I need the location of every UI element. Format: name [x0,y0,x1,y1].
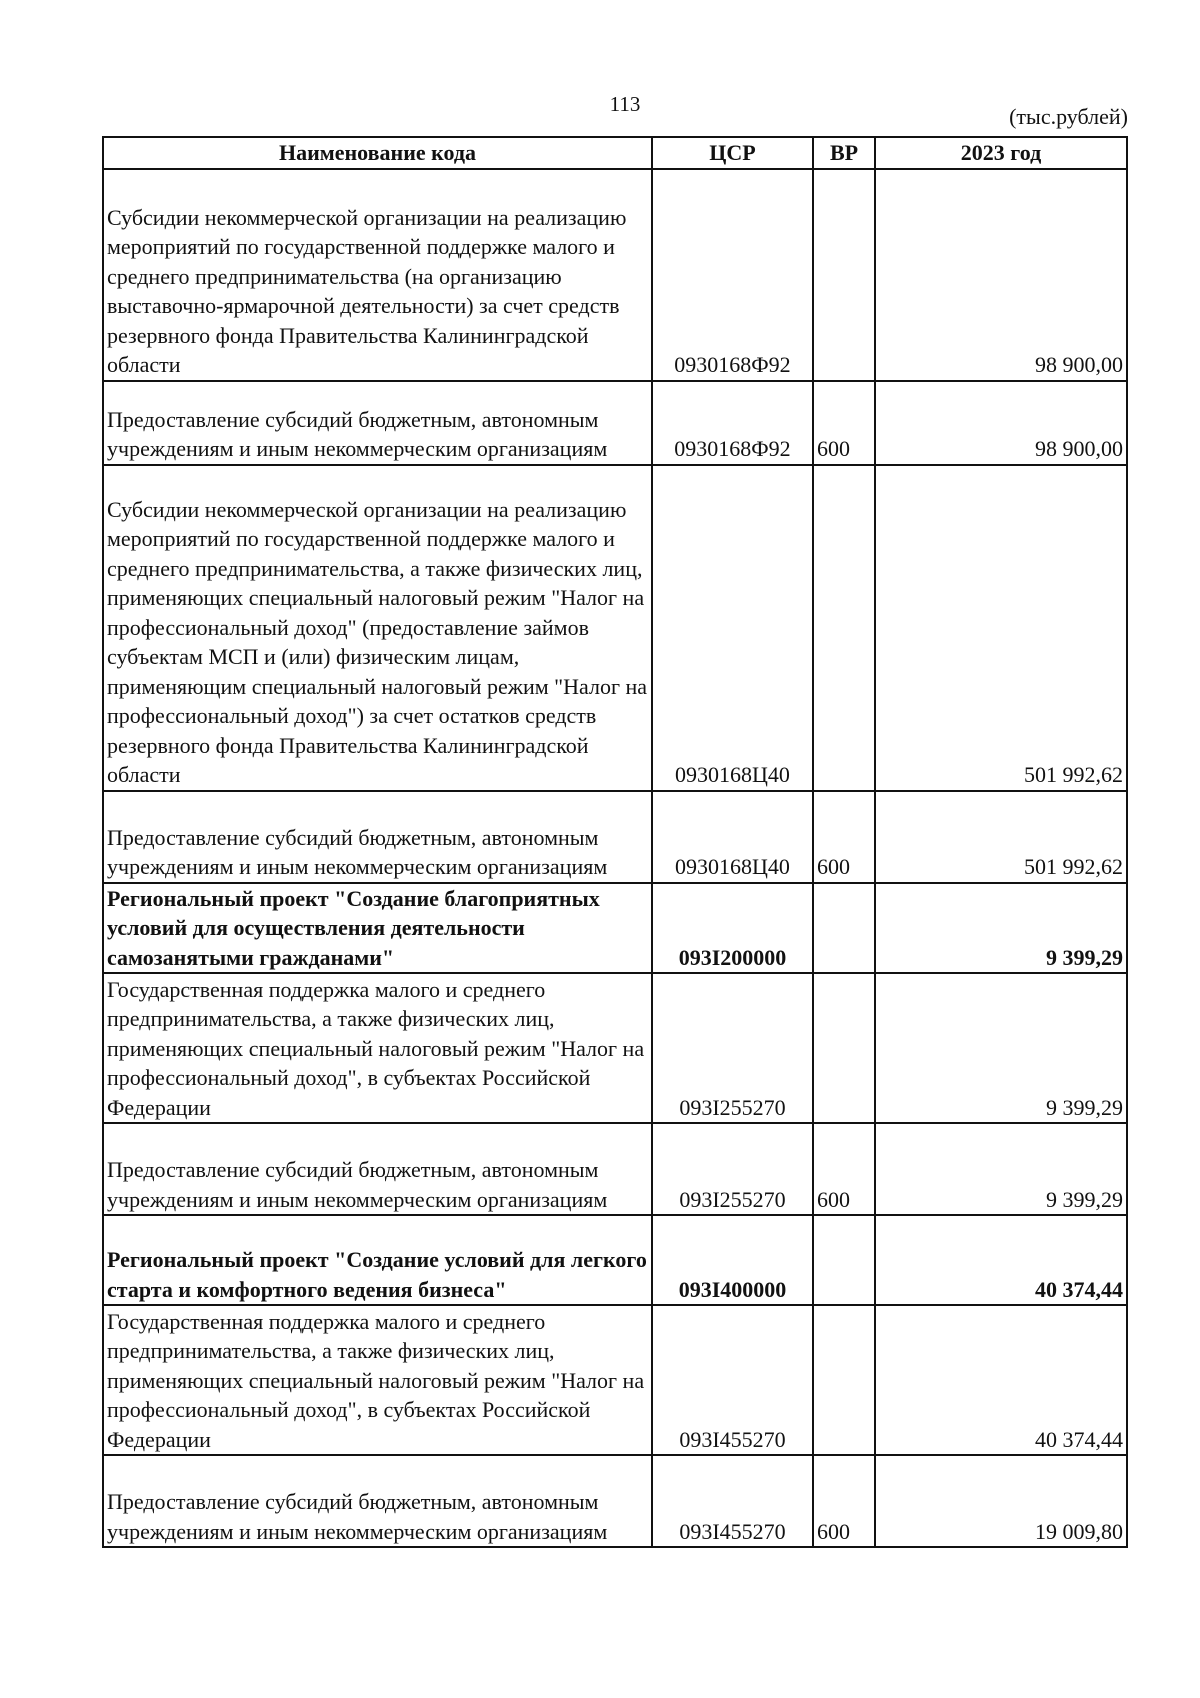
table-row [103,1215,1127,1305]
row-sum: 501 992,62 [875,791,1127,883]
header-sum: 2023 год [875,137,1127,169]
header-vr: ВР [813,137,875,169]
row-vr: 600 [813,381,875,465]
header-name: Наименование кода [103,137,652,169]
row-vr [813,973,875,1123]
table-row [103,1123,1127,1215]
row-name: Региональный проект "Создание благоприятных условий для осуществления деятельности самозанятыми гражданами" [103,883,652,974]
table-row [103,1455,1127,1547]
row-vr: 600 [813,1455,875,1547]
row-name: Предоставление субсидий бюджетным, автономным учреждениям и иным некоммерческим организациям [103,1123,652,1215]
table-row [103,883,1127,974]
row-csr: 0930168Ц40 [652,465,813,791]
row-sum: 9 399,29 [875,1123,1127,1215]
row-csr: 0930168Ф92 [652,381,813,465]
row-sum: 40 374,44 [875,1305,1127,1455]
row-vr [813,465,875,791]
header-csr: ЦСР [652,137,813,169]
row-csr: 0930168Ц40 [652,791,813,883]
table-header-row [103,137,1127,169]
row-name: Государственная поддержка малого и среднего предпринимательства, а также физических лиц, применяющих специальный налоговый режим "Налог на профессиональный доход", в субъектах Российской Федерации [103,973,652,1123]
row-vr [813,1215,875,1305]
row-sum: 19 009,80 [875,1455,1127,1547]
budget-table [102,136,1128,1548]
row-name: Предоставление субсидий бюджетным, автономным учреждениям и иным некоммерческим организациям [103,791,652,883]
row-vr [813,1305,875,1455]
row-vr [813,169,875,381]
table-row [103,973,1127,1123]
row-name: Субсидии некоммерческой организации на реализацию мероприятий по государственной поддержке малого и среднего предпринимательства, а также физических лиц, применяющих специальный налоговый режим "Налог на профессиональный доход" (предоставление займов субъектам МСП и (или) физическим лицам, применяющим специальный налоговый режим "Налог на профессиональный доход") за счет остатков средств резервного фонда Правительства Калининградской области [103,465,652,791]
row-csr: 093I455270 [652,1455,813,1547]
row-name: Предоставление субсидий бюджетным, автономным учреждениям и иным некоммерческим организациям [103,1455,652,1547]
units-label: (тыс.рублей) [1009,104,1128,129]
table-row [103,791,1127,883]
row-csr: 093I455270 [652,1305,813,1455]
row-sum: 98 900,00 [875,169,1127,381]
row-csr: 093I400000 [652,1215,813,1305]
row-sum: 98 900,00 [875,381,1127,465]
page-number: 113 [609,92,641,116]
row-name: Предоставление субсидий бюджетным, автономным учреждениям и иным некоммерческим организациям [103,381,652,465]
table-row [103,169,1127,381]
row-name: Государственная поддержка малого и среднего предпринимательства, а также физических лиц, применяющих специальный налоговый режим "Налог на профессиональный доход", в субъектах Российской Федерации [103,1305,652,1455]
row-name: Региональный проект "Создание условий для легкого старта и комфортного ведения бизнеса" [103,1215,652,1305]
row-sum: 501 992,62 [875,465,1127,791]
row-vr: 600 [813,791,875,883]
table-row [103,1305,1127,1455]
row-csr: 093I255270 [652,1123,813,1215]
table-row [103,465,1127,791]
row-vr [813,883,875,974]
row-csr: 0930168Ф92 [652,169,813,381]
row-sum: 9 399,29 [875,973,1127,1123]
row-vr: 600 [813,1123,875,1215]
row-csr: 093I200000 [652,883,813,974]
table-row [103,381,1127,465]
row-csr: 093I255270 [652,973,813,1123]
row-sum: 9 399,29 [875,883,1127,974]
row-sum: 40 374,44 [875,1215,1127,1305]
row-name: Субсидии некоммерческой организации на реализацию мероприятий по государственной поддержке малого и среднего предпринимательства (на организацию выставочно-ярмарочной деятельности) за счет средств резервного фонда Правительства Калининградской области [103,169,652,381]
